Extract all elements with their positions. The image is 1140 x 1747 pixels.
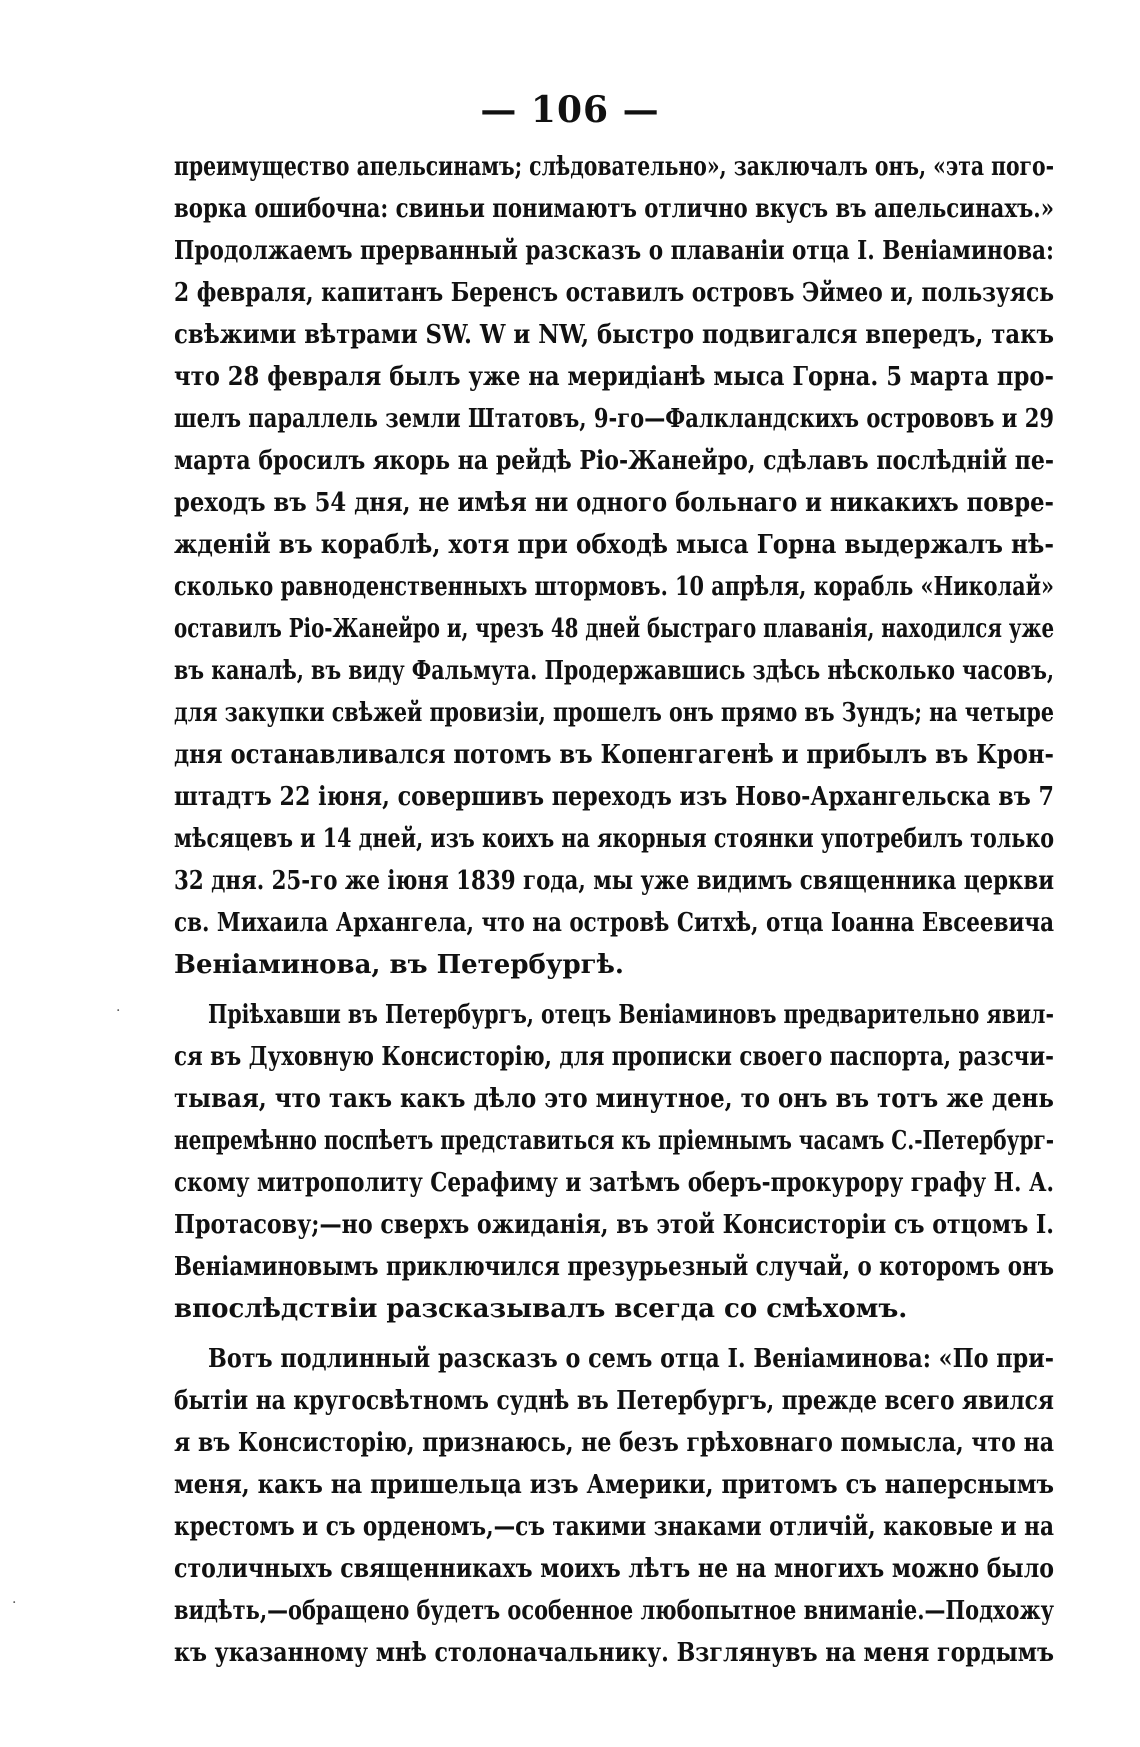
text-line-row — [174, 398, 1054, 440]
text-line: мѣсяцевъ и 14 дней, изъ коихъ на якорныя стоянки употребилъ только — [174, 824, 1055, 854]
text-line-row — [174, 566, 1054, 608]
text-line: бытіи на кругосвѣтномъ суднѣ въ Петербургъ, прежде всего явился — [174, 1386, 1054, 1416]
text-line: непремѣнно поспѣетъ представиться къ пріемнымъ часамъ С.-Петербург- — [174, 1126, 1055, 1156]
text-line: скому митрополиту Серафиму и затѣмъ оберъ-прокурору графу Н. А. — [174, 1168, 1055, 1198]
text-line: видѣть,—обращено будетъ особенное любопытное вниманіе.—Подхожу — [174, 1596, 1054, 1626]
text-line: штадтъ 22 іюня, совершивъ переходъ изъ Ново-Архангельска въ 7 — [174, 782, 1054, 812]
text-line-row — [174, 944, 1054, 986]
text-line: жденій въ кораблѣ, хотя при обходѣ мыса Горна выдержалъ нѣ- — [174, 530, 1054, 560]
paragraph-3 — [174, 1338, 1054, 1674]
text-line-row — [174, 1380, 1054, 1422]
text-line-row — [174, 1548, 1054, 1590]
text-line-row — [174, 1078, 1054, 1120]
text-line: въ каналѣ, въ виду Фальмута. Продержавшись здѣсь нѣсколько часовъ, — [174, 656, 1054, 686]
text-line: крестомъ и съ орденомъ,—съ такими знаками отличій, каковые и на — [174, 1512, 1054, 1542]
text-line-row — [174, 1246, 1054, 1288]
text-line-row — [174, 692, 1054, 734]
text-line-row — [174, 734, 1054, 776]
text-line: тывая, что такъ какъ дѣло это минутное, то онъ въ тотъ же день — [174, 1084, 1054, 1114]
paragraph-2 — [174, 994, 1054, 1330]
text-line: Пріѣхавши въ Петербургъ, отецъ Веніаминовъ предварительно явил- — [208, 1000, 1054, 1030]
text-line-row — [174, 1204, 1054, 1246]
text-line: 32 дня. 25-го же іюня 1839 года, мы уже видимъ священника церкви — [174, 866, 1055, 896]
text-line: 2 февраля, капитанъ Беренсъ оставилъ островъ Эймео и, пользуясь — [174, 278, 1054, 308]
text-line: дня останавливался потомъ въ Копенгагенѣ и прибылъ въ Крон- — [174, 740, 1054, 770]
page-number: — 106 — — [480, 89, 660, 131]
text-line: свѣжими вѣтрами SW. W и NW, быстро подвигался впередъ, такъ — [174, 320, 1055, 350]
text-line-row — [174, 818, 1054, 860]
text-line-row — [174, 1120, 1054, 1162]
text-line-row — [174, 230, 1054, 272]
text-line-row — [174, 860, 1054, 902]
text-line-row — [174, 146, 1054, 188]
text-line: къ указанному мнѣ столоначальнику. Взглянувъ на меня гордымъ — [174, 1638, 1054, 1668]
text-line-row — [174, 1590, 1054, 1632]
text-line-row — [174, 440, 1054, 482]
text-line: впослѣдствіи разсказывалъ всегда со смѣхомъ. — [174, 1294, 908, 1324]
text-line-row — [174, 272, 1054, 314]
text-line: св. Михаила Архангела, что на островѣ Ситхѣ, отца Іоанна Евсеевича — [174, 908, 1055, 938]
text-line: для закупки свѣжей провизіи, прошелъ онъ прямо въ Зундъ; на четыре — [174, 698, 1054, 728]
text-line: реходъ въ 54 дня, не имѣя ни одного больнаго и никакихъ повре- — [174, 488, 1054, 518]
text-line-row — [174, 1632, 1054, 1674]
text-line: ся въ Духовную Консисторію, для прописки своего паспорта, разсчи- — [174, 1042, 1054, 1072]
text-line-row — [174, 188, 1054, 230]
text-line-row — [174, 1036, 1054, 1078]
text-line: что 28 февраля былъ уже на меридіанѣ мыса Горна. 5 марта про- — [174, 362, 1054, 392]
text-line: столичныхъ священникахъ моихъ лѣтъ не на многихъ можно было — [174, 1554, 1055, 1584]
text-line: Веніаминова, въ Петербургѣ. — [174, 950, 624, 980]
text-line: Вотъ подлинный разсказъ о семъ отца I. Веніаминова: «По при- — [208, 1344, 1055, 1374]
text-line: сколько равноденственныхъ штормовъ. 10 апрѣля, корабль «Николай» — [174, 572, 1055, 602]
text-line: преимущество апельсинамъ; слѣдовательно», заключалъ онъ, «эта пого- — [174, 152, 1055, 182]
text-line: Веніаминовымъ приключился презурьезный случай, о которомъ онъ — [174, 1252, 1054, 1282]
text-line: Протасову;—но сверхъ ожиданія, въ этой Консисторіи съ отцомъ I. — [174, 1210, 1055, 1240]
text-line: оставилъ Ріо-Жанейро и, чрезъ 48 дней быстраго плаванія, находился уже — [174, 614, 1055, 644]
text-line-row — [174, 994, 1054, 1036]
text-line: ворка ошибочна: свиньи понимаютъ отлично вкусъ въ апельсинахъ.» — [174, 194, 1054, 224]
text-line-row — [174, 902, 1054, 944]
text-line-row — [174, 650, 1054, 692]
text-line-row — [174, 314, 1054, 356]
text-line-row — [174, 356, 1054, 398]
text-line-row — [174, 1162, 1054, 1204]
text-line-row — [174, 482, 1054, 524]
text-line: я въ Консисторію, признаюсь, не безъ грѣховнаго помысла, что на — [174, 1428, 1055, 1458]
text-line-row — [174, 1288, 1054, 1330]
text-line: Продолжаемъ прерванный разсказъ о плаваніи отца I. Веніаминова: — [174, 236, 1054, 266]
margin-speck: · — [116, 1003, 121, 1019]
text-line: марта бросилъ якорь на рейдѣ Ріо-Жанейро, сдѣлавъ послѣдній пе- — [174, 446, 1054, 476]
text-line-row — [174, 524, 1054, 566]
text-line-row — [174, 1464, 1054, 1506]
text-line: шелъ параллель земли Штатовъ, 9-го—Фалкландскихъ острововъ и 29 — [174, 404, 1054, 434]
text-line-row — [174, 1338, 1054, 1380]
text-line-row — [174, 608, 1054, 650]
text-line-row — [174, 1422, 1054, 1464]
text-line-row — [174, 1506, 1054, 1548]
body-text — [174, 146, 1054, 1674]
text-line: меня, какъ на пришельца изъ Америки, притомъ съ наперснымъ — [174, 1470, 1055, 1500]
paragraph-1 — [174, 146, 1054, 986]
margin-speck: · — [12, 1595, 17, 1611]
text-line-row — [174, 776, 1054, 818]
